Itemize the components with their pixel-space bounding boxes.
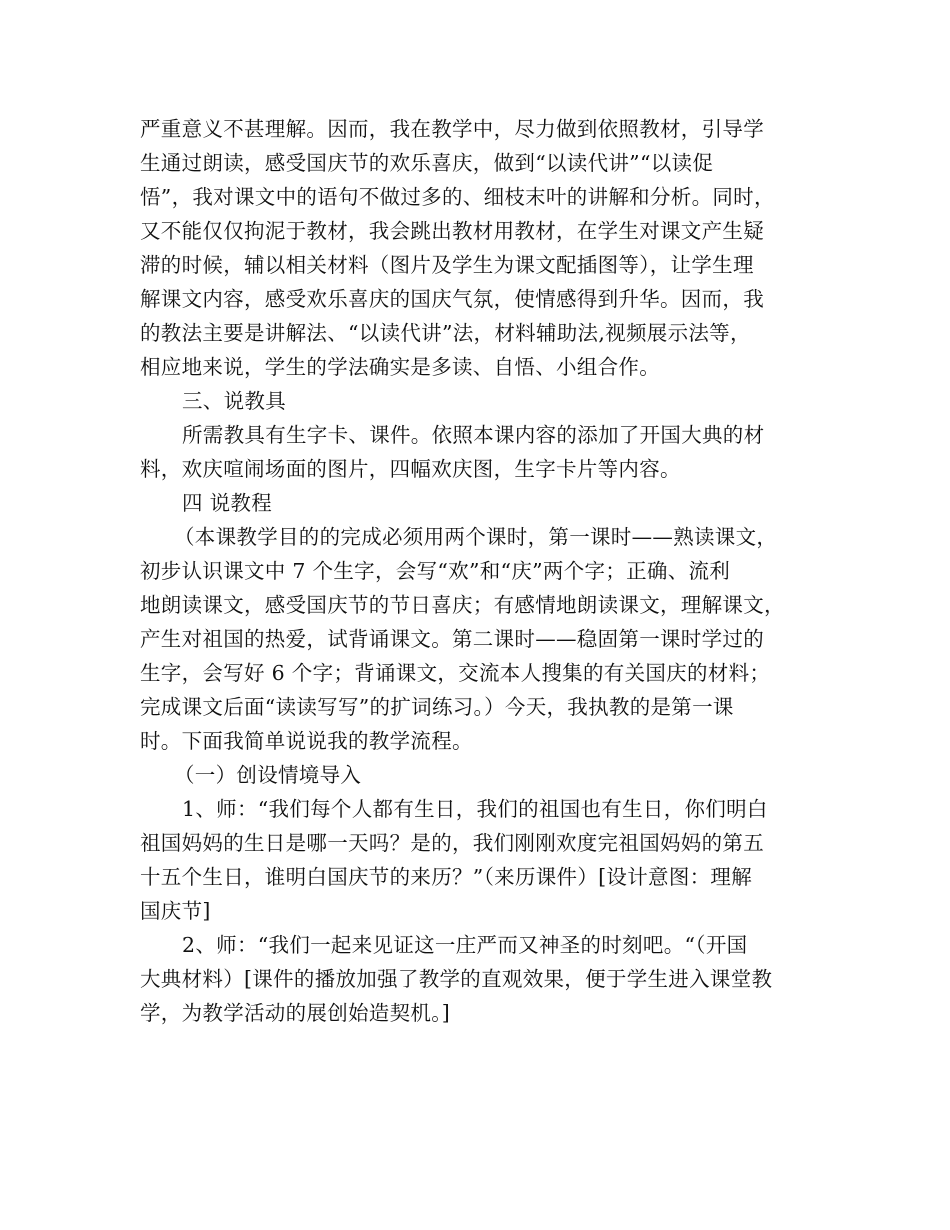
text-line: 产生对祖国的热爱，试背诵课文。第二课时——稳固第一课时学过的 (140, 627, 764, 651)
text-line: 又不能仅仅拘泥于教材，我会跳出教材用教材，在学生对课文产生疑 (140, 219, 764, 243)
text-line: 学，为教学活动的展创始造契机。] (140, 1001, 451, 1025)
section-heading-teaching-tools: 三、说教具 (182, 389, 286, 413)
text-line: 完成课文后面“读读写写”的扩词练习。）今天，我执教的是第一课 (140, 695, 734, 719)
text-line: 2、师：“我们一起来见证这一庄严而又神圣的时刻吧。“（开国 (182, 933, 748, 957)
text-line: 1、师：“我们每个人都有生日，我们的祖国也有生日，你们明白 (182, 797, 768, 821)
text-line: 的教法主要是讲解法、“以读代讲”法，材料辅助法,视频展示法等， (140, 321, 751, 345)
text-line: 十五个生日，谁明白国庆节的来历？”（来历课件）[设计意图：理解 (140, 865, 753, 889)
text-line: 滞的时候，辅以相关材料（图片及学生为课文配插图等），让学生理 (140, 253, 754, 277)
text-line: （本课教学目的的完成必须用两个课时，第一课时——熟读课文， (174, 525, 778, 549)
text-line: 时。下面我简单说说我的教学流程。 (140, 729, 473, 753)
text-line: 严重意义不甚理解。因而，我在教学中，尽力做到依照教材，引导学 (140, 117, 764, 141)
section-heading-teaching-process: 四 说教程 (182, 491, 273, 515)
text-line: 地朗读课文，感受国庆节的节日喜庆；有感情地朗读课文，理解课文， (140, 593, 785, 617)
text-line: 生字，会写好 6 个字；背诵课文，交流本人搜集的有关国庆的材料； (140, 661, 771, 685)
text-line: 悟”，我对课文中的语句不做过多的、细枝末叶的讲解和分析。同时， (140, 185, 775, 209)
document-page (140, 112, 820, 1030)
text-line: 解课文内容，感受欢乐喜庆的国庆气氛，使情感得到升华。因而，我 (140, 287, 764, 311)
text-line: 料，欢庆喧闹场面的图片，四幅欢庆图，生字卡片等内容。 (140, 457, 681, 481)
text-line: 所需教具有生字卡、课件。依照本课内容的添加了开国大典的材 (182, 423, 765, 447)
text-line: 大典材料）[课件的播放加强了教学的直观效果，便于学生进入课堂教 (140, 967, 773, 991)
text-line: 祖国妈妈的生日是哪一天吗？是的，我们刚刚欢度完祖国妈妈的第五 (140, 831, 764, 855)
text-line: 国庆节] (140, 899, 211, 923)
text-line: 生通过朗读，感受国庆节的欢乐喜庆，做到“以读代讲”“以读促 (140, 151, 714, 175)
text-line: 初步认识课文中 7 个生字，会写“欢”和“庆”两个字；正确、流利 (140, 559, 731, 583)
text-line: 相应地来说，学生的学法确实是多读、自悟、小组合作。 (140, 355, 660, 379)
subsection-heading: （一）创设情境导入 (174, 763, 362, 787)
